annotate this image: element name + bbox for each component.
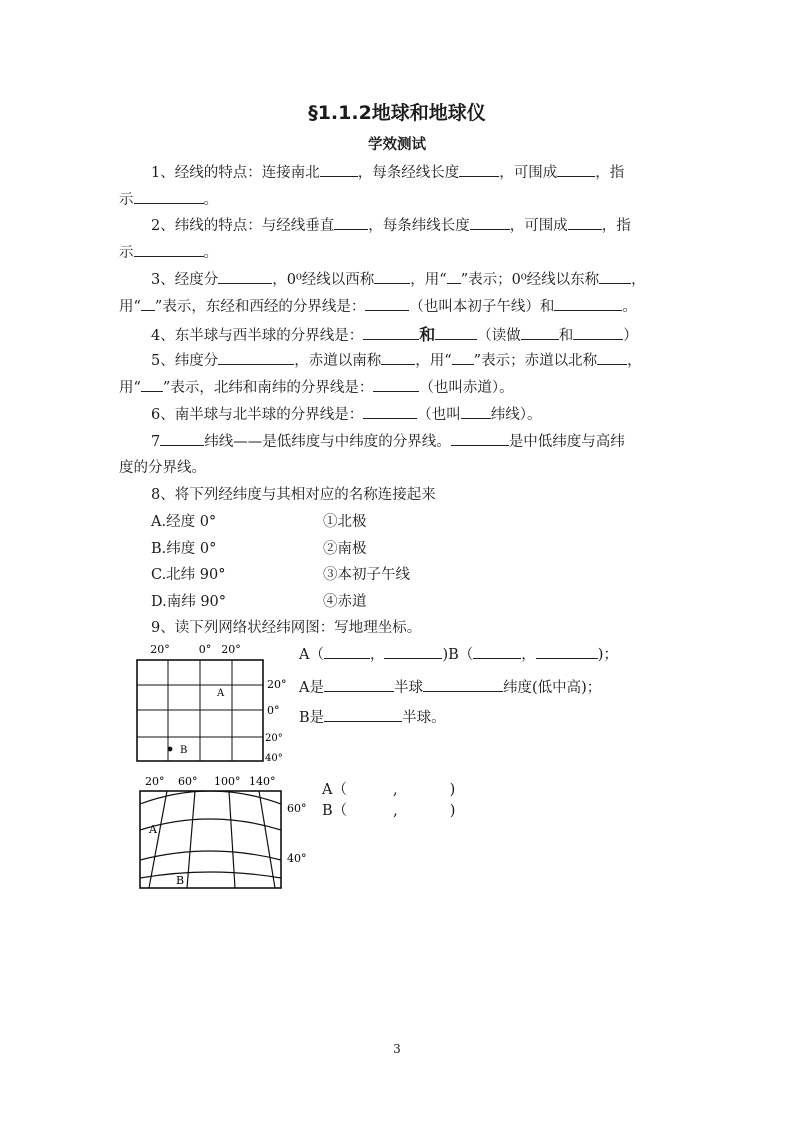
- q3-blank-3[interactable]: [447, 270, 461, 284]
- q1-text: ，可围成: [499, 165, 558, 181]
- question-8-prompt: 8、将下列经纬度与其相对应的名称连接起来: [151, 487, 436, 503]
- q9-blank-a-zone[interactable]: [423, 678, 503, 692]
- q2-text: 示: [119, 245, 134, 261]
- question-1-line-1: [151, 161, 624, 182]
- map2-frame: [140, 791, 281, 888]
- q7-text: 7: [151, 434, 161, 450]
- q5-blank-3[interactable]: [452, 351, 474, 365]
- map1-top-label: 0°: [198, 643, 212, 656]
- q4-blank-2[interactable]: [435, 326, 477, 340]
- map2-right-label: 40°: [287, 852, 307, 865]
- q3-blank-2[interactable]: [374, 270, 410, 284]
- q5-text: ”表示，北纬和南纬的分界线是：: [162, 380, 374, 396]
- q5-text: 用“: [119, 380, 141, 396]
- q7-blank-2[interactable]: [451, 432, 509, 446]
- q4-and-label: 和: [419, 325, 436, 344]
- q6-blank-2[interactable]: [461, 405, 491, 419]
- q2-blank-4[interactable]: [134, 243, 204, 257]
- q7-text: 是中低纬度与高纬: [508, 434, 625, 450]
- q1-blank-1[interactable]: [320, 163, 358, 177]
- q7-text: 纬线——是低纬度与中纬度的分界线。: [204, 434, 451, 450]
- page-number: 3: [393, 1042, 401, 1056]
- map1-gridlines: [137, 660, 263, 761]
- q3-text: 。: [622, 299, 637, 315]
- q2-text: ，指: [601, 218, 631, 234]
- map1-point-b-label: B: [180, 745, 188, 756]
- q9-blank-b-lat[interactable]: [536, 645, 598, 659]
- q2-blank-2[interactable]: [470, 216, 510, 230]
- q5-text: ，: [627, 353, 642, 369]
- q6-text: （也叫: [417, 407, 461, 423]
- question-4: [151, 322, 638, 345]
- q4-text: 4、东半球与西半球的分界线是：: [151, 328, 364, 344]
- q1-blank-4[interactable]: [134, 190, 204, 204]
- q8-left-item[interactable]: C.北纬 90°: [151, 567, 226, 583]
- q1-text: ，每条经线长度: [357, 165, 460, 181]
- q9-text: 纬度(低中高)；: [502, 680, 602, 696]
- q9-blank-b-lon[interactable]: [473, 645, 521, 659]
- q9-text: ，: [369, 647, 385, 663]
- q3-text: 用“: [119, 299, 141, 315]
- q3-blank-7[interactable]: [554, 297, 622, 311]
- q3-blank-1[interactable]: [218, 270, 272, 284]
- q8-right-item[interactable]: ②南极: [323, 541, 367, 557]
- q8-right-item[interactable]: ①北极: [323, 514, 367, 530]
- q9-text: A是: [299, 680, 324, 696]
- q9-text: ): [449, 803, 456, 819]
- q8-right-item[interactable]: ③本初子午线: [323, 567, 410, 583]
- q2-text: 。: [203, 245, 218, 261]
- q2-text: ，可围成: [509, 218, 568, 234]
- q3-blank-5[interactable]: [141, 297, 155, 311]
- q5-blank-6[interactable]: [373, 378, 419, 392]
- question-3-line-1: [151, 268, 646, 289]
- q5-text: 5、纬度分: [151, 353, 219, 369]
- question-7-line-1: [151, 430, 625, 451]
- map2-top-label: 100°: [214, 775, 241, 788]
- q3-text: （也叫本初子午线）和: [409, 299, 555, 315]
- q3-text: ”表示，东经和西经的分界线是：: [154, 299, 366, 315]
- map1-right-label: 0°: [267, 704, 280, 717]
- q3-blank-4[interactable]: [599, 270, 631, 284]
- question-1-line-2: [119, 188, 218, 209]
- q2-text: ，每条纬线长度: [368, 218, 470, 234]
- q5-blank-1[interactable]: [218, 351, 294, 365]
- q9-blank-a-lon[interactable]: [324, 645, 370, 659]
- curved-graticule-map-2: [135, 772, 315, 892]
- question-6: [151, 403, 541, 424]
- q9-blank-a-lat[interactable]: [384, 645, 442, 659]
- q9-text: ,: [392, 782, 398, 798]
- q9-text: )；: [597, 647, 618, 663]
- map2-top-label: 60°: [178, 775, 198, 788]
- q9-line-5: [322, 799, 455, 820]
- question-2-line-1: [151, 214, 631, 235]
- q8-left-item[interactable]: B.纬度 0°: [151, 541, 217, 557]
- q5-blank-5[interactable]: [141, 378, 163, 392]
- q1-blank-3[interactable]: [557, 163, 595, 177]
- q3-text: ，0⁰经线以西称: [272, 272, 375, 288]
- q3-text: ，用“: [410, 272, 447, 288]
- question-5-line-1: [151, 349, 642, 370]
- q1-text: ，指: [595, 165, 625, 181]
- map2-graticule: [140, 791, 281, 888]
- q8-left-item[interactable]: D.南纬 90°: [151, 594, 227, 610]
- q5-text: ”表示；赤道以北称: [473, 353, 598, 369]
- question-5-line-2: [119, 376, 514, 397]
- q8-right-item[interactable]: ④赤道: [323, 594, 367, 610]
- map2-point-a-label: A: [149, 823, 157, 836]
- q9-text: 半球。: [402, 710, 446, 726]
- q9-text: ,: [393, 803, 398, 819]
- q4-text: 和: [558, 328, 574, 344]
- q4-text: ）: [623, 328, 638, 344]
- question-2-line-2: [119, 241, 218, 262]
- q5-text: （也叫赤道）。: [419, 380, 514, 396]
- q9-text: A（: [299, 647, 324, 663]
- map2-top-label: 20°: [145, 775, 165, 788]
- map1-point-b-marker: [168, 747, 173, 752]
- q5-text: ，赤道以南称: [294, 353, 382, 369]
- q6-text: 纬线）。: [490, 407, 542, 423]
- q9-line-3: [299, 706, 446, 727]
- q9-text: ): [449, 782, 456, 798]
- q1-blank-2[interactable]: [459, 163, 499, 177]
- q7-text: 度的分界线。: [119, 460, 206, 476]
- q9-line-1: [299, 643, 618, 664]
- q2-blank-1[interactable]: [334, 216, 368, 230]
- question-9-prompt: 9、读下列网络状经纬网图：写地理坐标。: [151, 620, 422, 636]
- q7-blank-1[interactable]: [160, 432, 204, 446]
- q5-blank-2[interactable]: [381, 351, 415, 365]
- q2-text: 2、纬线的特点：与经线垂直: [151, 218, 335, 234]
- q9-text: B（: [322, 803, 348, 819]
- section-subtitle: 学效测试: [368, 137, 426, 153]
- q8-left-item[interactable]: A.经度 0°: [151, 514, 217, 530]
- q9-blank-b-hemisphere[interactable]: [324, 708, 402, 722]
- q9-line-4: [322, 778, 455, 799]
- q3-blank-6[interactable]: [365, 297, 409, 311]
- q3-text: 3、经度分: [151, 272, 219, 288]
- q9-text: )B（: [442, 647, 474, 663]
- q4-text: （读做: [477, 328, 521, 344]
- map2-top-label: 140°: [249, 775, 276, 788]
- map1-right-label: 20°: [265, 733, 283, 744]
- q9-text: ，: [521, 647, 536, 663]
- map1-top-label: 20°: [221, 643, 241, 656]
- q1-text: 1、经线的特点：连接南北: [151, 165, 320, 181]
- q2-blank-3[interactable]: [568, 216, 602, 230]
- map2-right-label: 60°: [287, 802, 307, 815]
- q1-text: 。: [203, 192, 218, 208]
- q4-blank-4[interactable]: [573, 326, 623, 340]
- map1-point-a-label: A: [217, 688, 225, 699]
- page-title: §1.1.2地球和地球仪: [308, 102, 486, 124]
- q6-blank-1[interactable]: [363, 405, 417, 419]
- grid-map-1: [130, 640, 295, 768]
- map1-right-label: 20°: [267, 678, 287, 691]
- q4-blank-3[interactable]: [521, 326, 559, 340]
- q9-blank-a-hemisphere[interactable]: [324, 678, 394, 692]
- q4-blank-1[interactable]: [363, 326, 419, 340]
- q3-text: ”表示；0⁰经线以东称: [460, 272, 600, 288]
- q3-text: ，: [631, 272, 646, 288]
- q9-text: A（: [322, 782, 347, 798]
- map1-right-label: 40°: [265, 753, 283, 764]
- map2-point-b-label: B: [176, 874, 185, 887]
- q5-text: ，用“: [415, 353, 452, 369]
- question-7-line-2: [119, 456, 206, 477]
- q1-text: 示: [119, 192, 134, 208]
- q5-blank-4[interactable]: [597, 351, 627, 365]
- question-3-line-2: [119, 295, 637, 316]
- q9-text: 半球: [393, 680, 423, 696]
- map1-top-label: 20°: [150, 643, 170, 656]
- q9-text: B是: [299, 710, 325, 726]
- q9-line-2: [299, 676, 601, 697]
- q6-text: 6、南半球与北半球的分界线是：: [151, 407, 364, 423]
